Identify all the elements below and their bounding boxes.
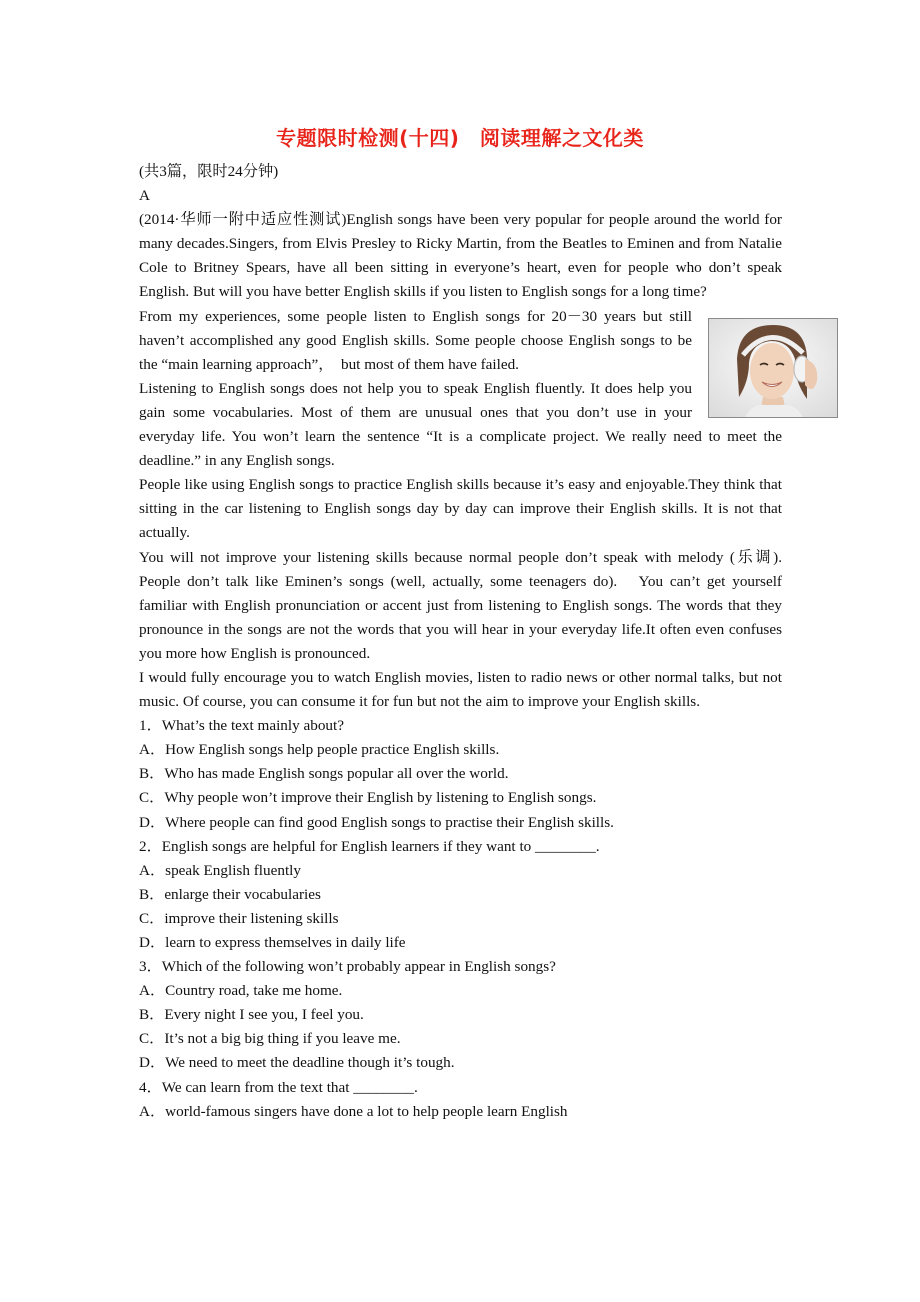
question-3-option-a: A．Country road, take me home.	[139, 982, 343, 1000]
woman-with-headphones-photo	[708, 318, 838, 418]
question-1-option-b: B．Who has made English songs popular all over the world.	[139, 765, 509, 783]
page-title: 专题限时检测(十四) 阅读理解之文化类	[276, 126, 644, 150]
question-2-option-c: C．improve their listening skills	[139, 909, 339, 927]
paragraph-2: From my experiences, some people listen to English songs for 20－30 years but still haven’t accomplished any good English skills. Some people choose English songs to be the “main learning approach”， but most of them have failed.	[139, 307, 692, 373]
paragraph-1: (2014·华师一附中适应性测试)English songs have been very popular for people around the world for many decades.Singers, from Elvis Presley to Ricky Martin, from the Beatles to Eminen and from Natalie Cole to Britney Spears, have all been sitting in everyone’s heart, even for people who don’t speak English. But will you have better English skills if you listen to English songs for a long time?	[139, 211, 782, 301]
paragraph-6: I would fully encourage you to watch English movies, listen to radio news or other normal talks, but not music. Of course, you can consume it for fun but not the aim to improve your English skills.	[139, 668, 782, 711]
section-label: A	[139, 187, 150, 205]
question-3-stem: 3．Which of the following won’t probably appear in English songs?	[139, 958, 556, 976]
question-1-option-d: D．Where people can find good English songs to practise their English skills.	[139, 813, 614, 831]
question-3-option-c: C．It’s not a big big thing if you leave me.	[139, 1030, 401, 1048]
question-1-option-c: C．Why people won’t improve their English by listening to English songs.	[139, 789, 597, 807]
question-2-option-a: A．speak English fluently	[139, 861, 301, 879]
paragraph-3: Listening to English songs does not help you to speak English fluently. It does help you gain some vocabularies. Most of them are unusual ones that you don’t use in your everyday life. You won’t learn the sentence “It is a complicate project. We really need to meet the deadline.” in any English songs.	[139, 379, 782, 470]
photo-illustration	[709, 319, 837, 417]
question-1-option-a: A．How English songs help people practice English skills.	[139, 741, 500, 759]
question-2-stem: 2．English songs are helpful for English learners if they want to ________.	[139, 837, 600, 855]
passage-content	[139, 160, 782, 1124]
question-3-option-b: B．Every night I see you, I feel you.	[139, 1006, 364, 1024]
paragraph-4: People like using English songs to practice English skills because it’s easy and enjoyable.They think that sitting in the car listening to English songs day by day can improve their English skills. It is not that actually.	[139, 476, 782, 542]
test-meta: (共3篇，限时24分钟)	[139, 163, 279, 180]
question-1-stem: 1．What’s the text mainly about?	[139, 717, 344, 735]
question-4-stem: 4．We can learn from the text that ________.	[139, 1078, 418, 1096]
paragraph-5: You will not improve your listening skills because normal people don’t speak with melody (乐调). People don’t talk like Eminen’s songs (well, actually, some teenagers do). You can’t get yourself familiar with English pronunciation or accent just from listening to English songs. The words that they pronounce in the songs are not the words that you will hear in your everyday life.It often even confuses you more how English is pronounced.	[139, 548, 782, 662]
question-2-option-d: D．learn to express themselves in daily life	[139, 934, 406, 951]
question-4-option-a: A．world-famous singers have done a lot to help people learn English	[139, 1102, 568, 1120]
question-2-option-b: B．enlarge their vocabularies	[139, 885, 321, 903]
question-3-option-d: D．We need to meet the deadline though it’s tough.	[139, 1054, 455, 1072]
